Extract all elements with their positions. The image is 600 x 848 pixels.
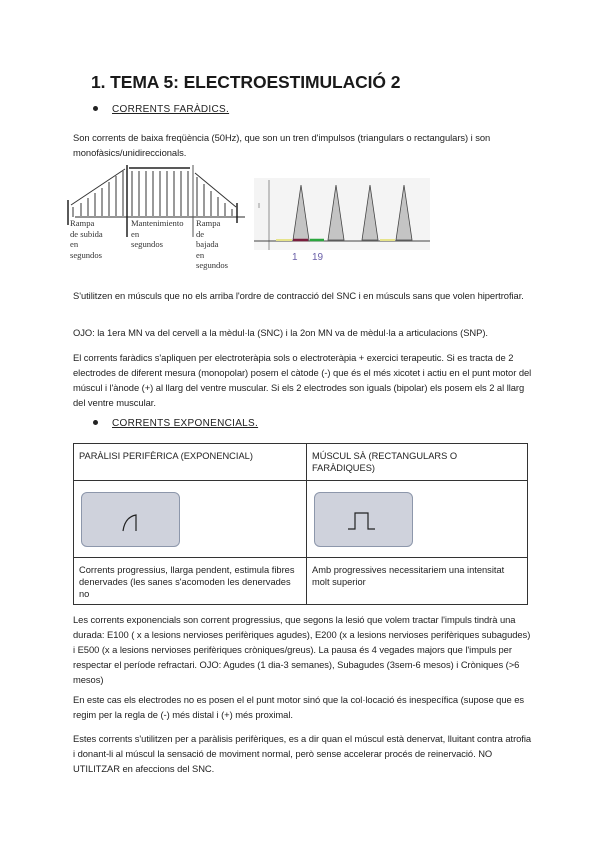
hold-label: Mantenimiento en segundos xyxy=(131,218,184,249)
paragraph-ojo-mn: OJO: la 1era MN va del cervell a la mèdul·la (SNC) i la 2on MN va de mèdul·la a articulacions (SNP). xyxy=(73,327,488,338)
table-header-row xyxy=(74,444,528,481)
pulse-number-19: 19 xyxy=(312,252,324,263)
comparison-table xyxy=(73,443,528,605)
bullet-icon xyxy=(93,420,98,425)
table-row xyxy=(74,558,528,605)
bullet-icon xyxy=(93,106,98,111)
paragraph-faradics-apply: El corrents faràdics s'apliquen per electroteràpia sols o electroteràpia + exercici terapeutic. Si es tracta de 2 electrodes de diferent mesura (monopolar) posem el càtode (-) que és el més xicotet i actiu en el punt motor del múscul i l'ànode (+) al llarg del ventre muscular. Si els 2 electrodes son iguals (bipolar) els posem els 2 al llarg del ventre muscular. xyxy=(73,352,532,408)
ramp-up-label: Rampa de subida en segundos xyxy=(70,218,103,260)
triangular-pulses-icon xyxy=(254,178,434,253)
table-cell: Corrents progressius, llarga pendent, estimula fibres denervades (les sanes s'acomoden les denervades no xyxy=(74,558,307,605)
paragraph-exponencials-use: Estes corrents s'utilitzen per a paràlisis perifèriques, es a dir quan el múscul està denervat, lluitant contra atrofia i donant-li al múscul la sensació de moviment normal, però sense accelerar procés de reinervació. NO UTILITZAR en afeccions del SNC. xyxy=(73,733,532,774)
section-heading-exponencials: CORRENTS EXPONENCIALS. xyxy=(93,418,258,429)
section-heading-faradics: CORRENTS FARÀDICS. xyxy=(93,104,229,115)
ramp-diagram-figure xyxy=(65,165,255,270)
table-header-cell: PARÀLISI PERIFÈRICA (EXPONENCIAL) xyxy=(74,444,307,481)
pulse-number-1: 1 xyxy=(292,252,298,263)
paragraph-faradics-intro: Son corrents de baixa freqüència (50Hz), que son un tren d'impulsos (triangulars o rectangulars) i son monofàsics/unidireccionals. xyxy=(73,132,491,158)
table-row xyxy=(74,481,528,558)
rectangular-wave-icon xyxy=(314,492,413,547)
pulse-train-figure xyxy=(254,178,434,268)
table-header-cell: MÚSCUL SÀ (RECTANGULARS O FARÀDIQUES) xyxy=(307,444,528,481)
paragraph-exponencials-durations: Les corrents exponencials son corrent progressius, que segons la lesió que volem tractar l'impuls tindrà una durada: E100 ( x a lesions nervioses perifèriques agudes), E200 (x a lesions nervioses perifèriques subagudes) i E500 (x a lesions nervioses perifèriques cròniques/greus). La pausa és 4 vegades majors que l'impuls per respectar el període refractari. OJO: Agudes (1 dia-3 semanes), Subagudes (3sem-6 mesos) i Cròniques (>6 mesos) xyxy=(73,614,531,685)
paragraph-faradics-use: S'utilitzen en músculs que no els arriba l'ordre de contracció del SNC i en músculs sans que volen hipertrofiar. xyxy=(73,290,524,301)
exponential-wave-icon xyxy=(81,492,180,547)
page-title: 1. TEMA 5: ELECTROESTIMULACIÓ 2 xyxy=(91,72,401,92)
ramp-down-label: Rampa de bajada en segundos xyxy=(196,218,228,270)
table-cell: Amb progressives necessitariem una intensitat molt superior xyxy=(307,558,528,605)
paragraph-exponencials-electrodes: En este cas els electrodes no es posen el el punt motor sinó que la col·locació és inespecífica (supose que es regim per la regla de (-) més distal i (+) més proximal. xyxy=(73,694,525,720)
